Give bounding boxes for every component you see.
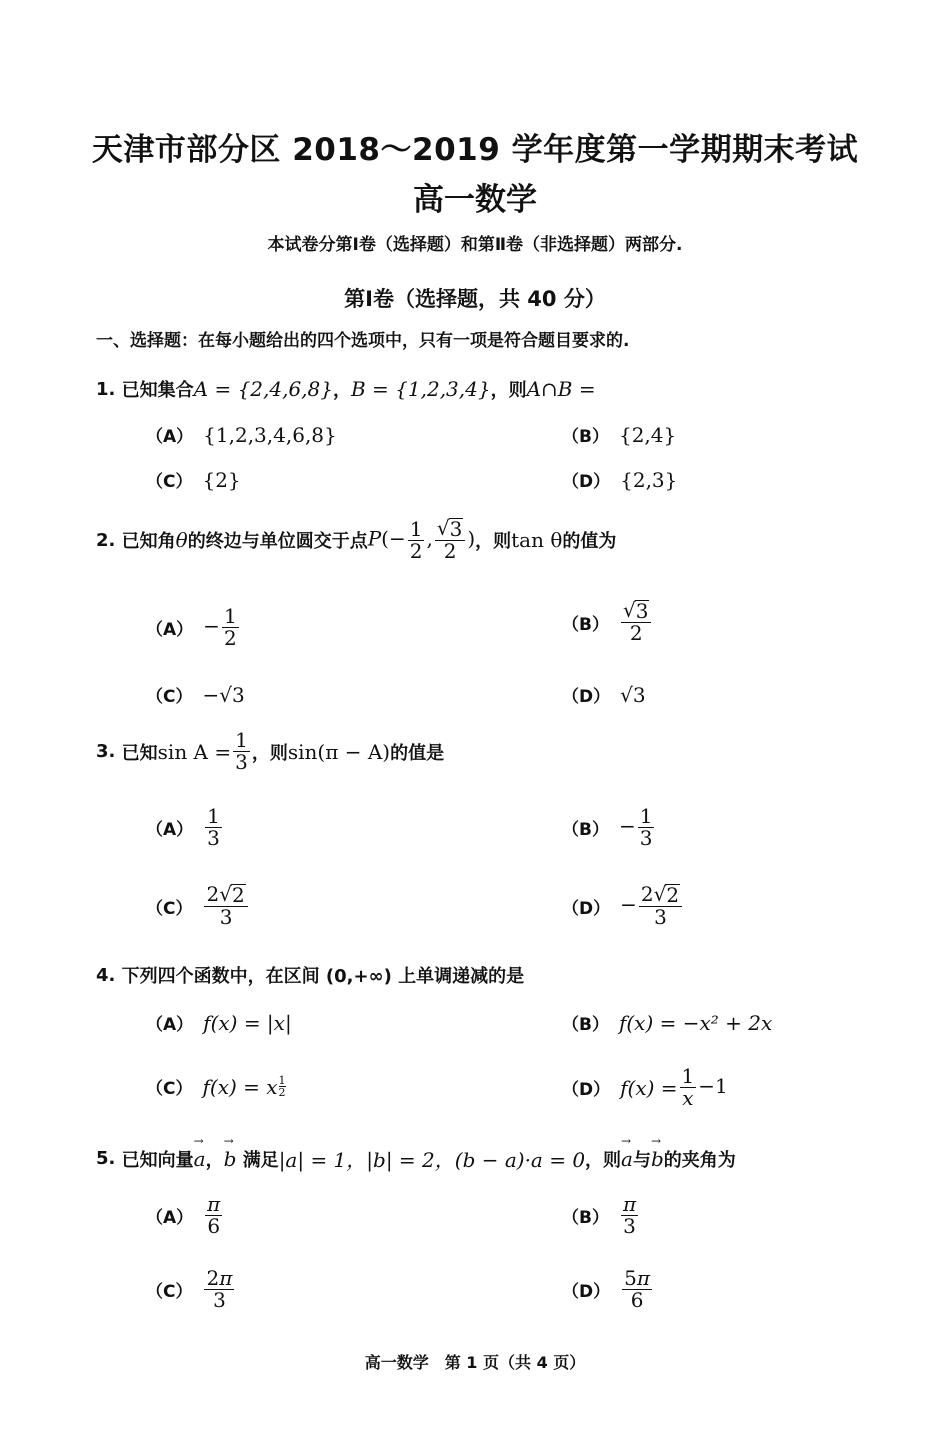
tan-expression: tan θ — [511, 528, 563, 552]
theta-symbol: θ — [175, 528, 188, 552]
option-c — [146, 467, 241, 492]
option-text: f(x) = |x| — [203, 1010, 292, 1035]
question-number: 5. — [96, 1148, 116, 1169]
vector-condition: |a| = 1，|b| = 2，(b − a)·a = 0 — [278, 1148, 586, 1172]
option-b — [562, 806, 656, 849]
option-label: （A） — [146, 1015, 194, 1035]
option-label: （B） — [562, 820, 609, 840]
option-text: f(x) = — [620, 1075, 678, 1100]
option-math: − $\frac{1}{2}$ — [203, 604, 237, 650]
option-label: （A） — [146, 620, 194, 640]
stem-part: 已知向量 — [121, 1149, 194, 1171]
comma: ， — [333, 380, 351, 401]
option-text: f(x) = x — [202, 1074, 278, 1099]
option-math: $\frac{2\pi}{3}$ — [206, 1266, 233, 1312]
point-label: P — [367, 526, 382, 551]
option-text: {2,3} — [620, 467, 678, 492]
question-5: 5. 已知向量 → a ， → b 满足 |a| = 1，|b| = 2，(b − a)·a = 0 ，则 → a 与 → b 的夹角为 — [96, 1144, 736, 1173]
question-1 — [96, 376, 596, 402]
option-d — [562, 1268, 654, 1311]
stem-part: 已知角 — [121, 531, 176, 552]
option-c — [146, 1268, 236, 1311]
option-a — [146, 606, 241, 649]
stem-part: 与 — [632, 1149, 651, 1171]
option-d — [562, 682, 646, 707]
option-b — [562, 600, 653, 644]
question-number: 2. — [96, 529, 116, 551]
option-a — [146, 422, 337, 447]
set-b: B = {1,2,3,4} — [351, 377, 491, 401]
option-math: 2 √ 2 3 — [202, 884, 249, 928]
option-text: √3 — [620, 682, 646, 707]
stem-tail: ，则 — [490, 380, 527, 401]
stem-part: 的终边与单位圆交于点 — [187, 531, 368, 552]
exam-intro: 本试卷分第Ⅰ卷（选择题）和第Ⅱ卷（非选择题）两部分. — [267, 235, 683, 255]
vector-a: → a — [621, 1147, 633, 1171]
option-label: （C） — [146, 472, 193, 492]
option-c — [146, 682, 245, 707]
option-b — [562, 1010, 772, 1035]
question-number: 1. — [96, 378, 116, 400]
subject-title: 高一数学 — [413, 182, 537, 218]
option-b — [562, 1194, 640, 1237]
vector-a: → a — [194, 1147, 206, 1171]
option-label: （B） — [562, 1015, 609, 1035]
stem-part: 满足 — [242, 1149, 279, 1171]
question-ask: A∩B = — [526, 377, 596, 401]
option-label: （A） — [146, 427, 194, 447]
part-title: 第Ⅰ卷（选择题，共 40 分） — [344, 287, 606, 311]
option-math: $\frac{1}{x}$ −1 — [681, 1064, 728, 1110]
option-c — [146, 884, 250, 928]
question-2 — [96, 518, 616, 562]
option-math: − $\frac{1}{3}$ — [618, 804, 653, 850]
section-title: 一、选择题：在每小题给出的四个选项中，只有一项是符合题目要求的. — [96, 331, 630, 351]
option-label: （C） — [146, 687, 193, 707]
option-text: {1,2,3,4,6,8} — [203, 422, 337, 447]
stem-part: 的值为 — [562, 531, 617, 552]
question-stem: 已知集合 — [121, 380, 194, 401]
exponent-half: 1 2 — [278, 1074, 286, 1099]
question-3 — [96, 730, 444, 773]
option-math: − 2 √ 2 3 — [620, 884, 684, 928]
stem-part: ，则 — [585, 1149, 622, 1171]
vector-b: → b — [224, 1147, 237, 1171]
set-a: A = {2,4,6,8} — [193, 377, 333, 401]
option-c — [146, 1074, 286, 1099]
option-label: （D） — [562, 472, 611, 492]
option-d — [562, 1066, 728, 1109]
option-a — [146, 1194, 224, 1237]
question-number: 3. — [96, 741, 116, 762]
stem-part: 的夹角为 — [663, 1149, 736, 1171]
option-label: （B） — [562, 427, 609, 447]
sin-expression: sin A = — [157, 739, 232, 764]
stem-part: ，则 — [475, 531, 512, 552]
question-4 — [96, 962, 524, 988]
sin-pi-minus-a: sin(π − A) — [287, 739, 391, 764]
question-number: 4. — [96, 964, 116, 986]
option-label: （B） — [562, 1208, 609, 1228]
option-text: {2,4} — [618, 422, 677, 447]
option-d — [562, 467, 677, 492]
option-a — [146, 1010, 292, 1035]
stem-part: 的值是 — [390, 742, 445, 764]
option-label: （C） — [146, 1079, 193, 1099]
point-coordinates: P(− $\frac{1}{2}$ , √ 3 2 ) — [367, 516, 476, 563]
question-stem: 下列四个函数中，在区间 (0,+∞) 上单调递减的是 — [121, 966, 525, 987]
option-label: （C） — [146, 898, 193, 919]
option-label: （D） — [562, 1080, 611, 1100]
option-label: （D） — [562, 1282, 611, 1302]
stem-part: ，则 — [251, 742, 288, 764]
option-b — [562, 422, 676, 447]
option-label: （D） — [562, 687, 611, 707]
option-math: $\frac{1}{3}$ — [207, 804, 220, 850]
option-label: （D） — [562, 898, 611, 919]
option-math: $\frac{\pi}{6}$ — [207, 1192, 221, 1238]
option-label: （A） — [146, 820, 194, 840]
option-text: f(x) = −x² + 2x — [618, 1010, 773, 1035]
option-label: （B） — [562, 614, 609, 635]
option-a — [146, 806, 224, 849]
option-d — [562, 884, 684, 928]
option-text: {2} — [202, 467, 241, 492]
vector-b: → b — [651, 1147, 664, 1171]
option-math: $\frac{\pi}{3}$ — [622, 1192, 637, 1238]
option-label: （C） — [146, 1282, 193, 1302]
stem-part: 已知 — [121, 742, 158, 764]
page-footer: 高一数学 第 1 页（共 4 页） — [364, 1353, 586, 1372]
exam-title: 天津市部分区 2018～2019 学年度第一学期期末考试 — [91, 132, 859, 168]
option-math: √ 3 2 — [619, 600, 653, 644]
option-label: （A） — [146, 1208, 194, 1228]
option-math: $\frac{5\pi}{6}$ — [624, 1266, 651, 1312]
option-text: −√3 — [202, 682, 245, 707]
fraction-one-third: $\frac{1}{3}$ — [235, 728, 248, 774]
